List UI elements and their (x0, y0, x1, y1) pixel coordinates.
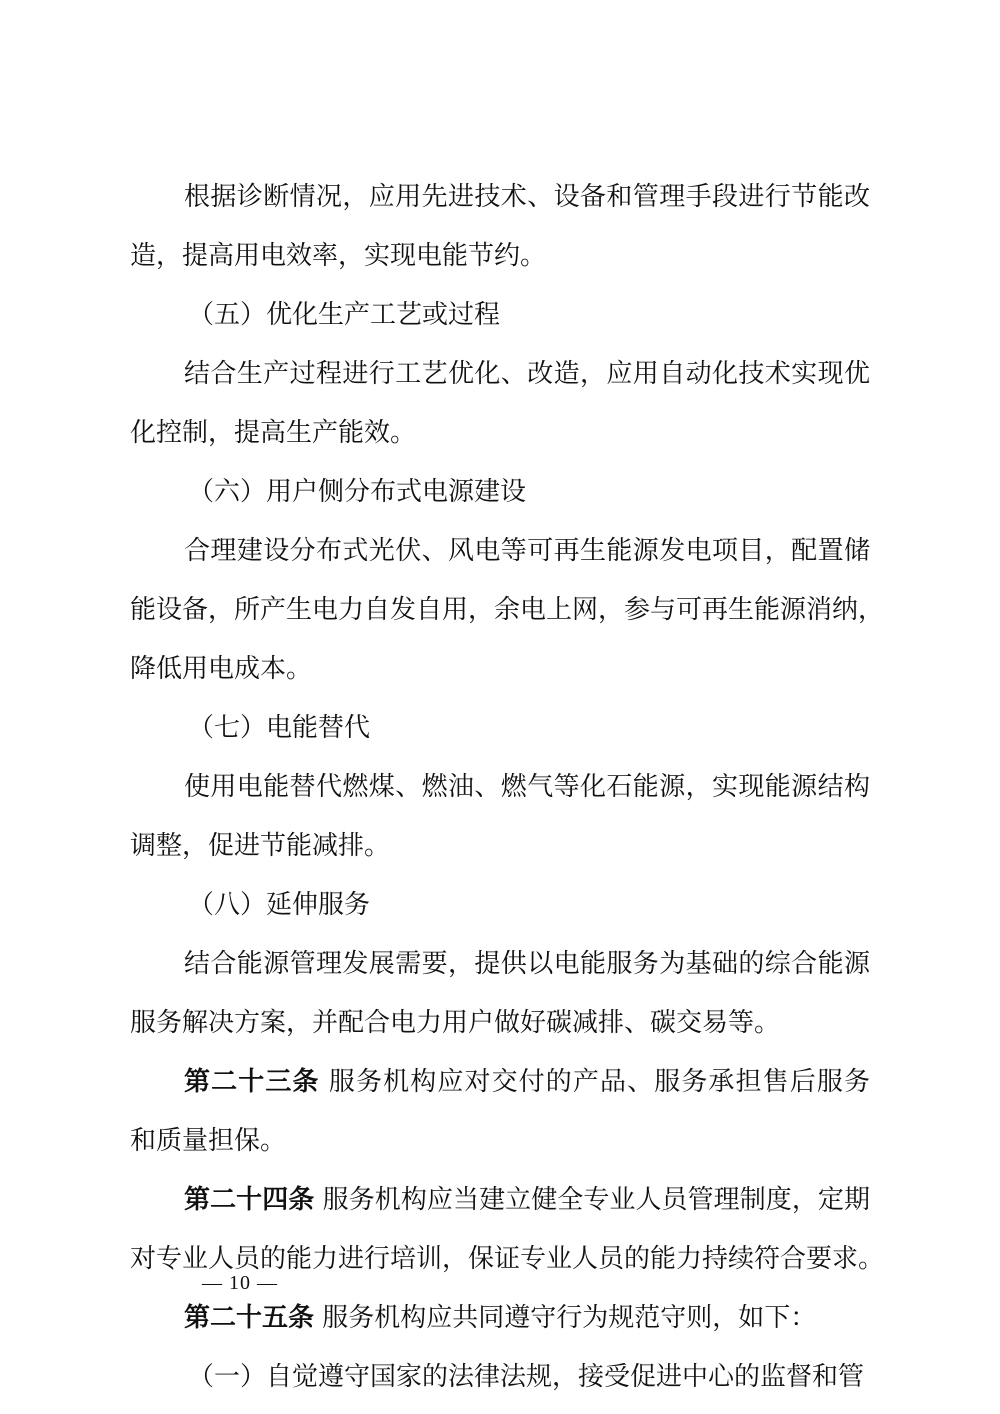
section-heading-6: （六）用户侧分布式电源建设 (188, 477, 527, 507)
paragraph-line: 结合能源管理发展需要，提供以电能服务为基础的综合能源 (184, 949, 870, 979)
paragraph-line: 降低用电成本。 (130, 654, 313, 684)
paragraph-line: 能设备，所产生电力自发自用，余电上网，参与可再生能源消纳， (130, 595, 885, 625)
section-heading-7: （七）电能替代 (188, 713, 371, 743)
article-25-line (130, 1303, 870, 1334)
section-heading-8: （八）延伸服务 (188, 890, 371, 920)
article-24-label: 第二十四条 (184, 1185, 315, 1215)
article-23-label: 第二十三条 (184, 1067, 320, 1097)
paragraph-line: 造，提高用电效率，实现电能节约。 (130, 241, 547, 271)
article-25-label: 第二十五条 (184, 1303, 315, 1333)
article-23-line (130, 1067, 870, 1098)
page-number: — 10 — (202, 1272, 278, 1294)
document-body (130, 182, 885, 1393)
article-24-text: 服务机构应当建立健全专业人员管理制度，定期 (322, 1185, 870, 1215)
rule-item-1: （一）自觉遵守国家的法律法规，接受促进中心的监督和管 (188, 1362, 865, 1392)
paragraph-line: 化控制，提高生产能效。 (130, 418, 417, 448)
article-25-text: 服务机构应共同遵守行为规范守则，如下： (322, 1303, 817, 1333)
article-23-continuation: 和质量担保。 (130, 1126, 287, 1156)
paragraph-line: 使用电能替代燃煤、燃油、燃气等化石能源，实现能源结构 (184, 772, 870, 802)
section-heading-5: （五）优化生产工艺或过程 (188, 300, 501, 330)
paragraph-line: 结合生产过程进行工艺优化、改造，应用自动化技术实现优 (184, 359, 870, 389)
article-24-line (130, 1185, 870, 1216)
paragraph-line: 合理建设分布式光伏、风电等可再生能源发电项目，配置储 (184, 536, 870, 566)
article-24-continuation: 对专业人员的能力进行培训，保证专业人员的能力持续符合要求。 (130, 1244, 885, 1274)
paragraph-line: 服务解决方案，并配合电力用户做好碳减排、碳交易等。 (130, 1008, 781, 1038)
paragraph-line: 根据诊断情况，应用先进技术、设备和管理手段进行节能改 (184, 182, 870, 212)
article-23-text: 服务机构应对交付的产品、服务承担售后服务 (328, 1067, 870, 1097)
paragraph-line: 调整，促进节能减排。 (130, 831, 391, 861)
